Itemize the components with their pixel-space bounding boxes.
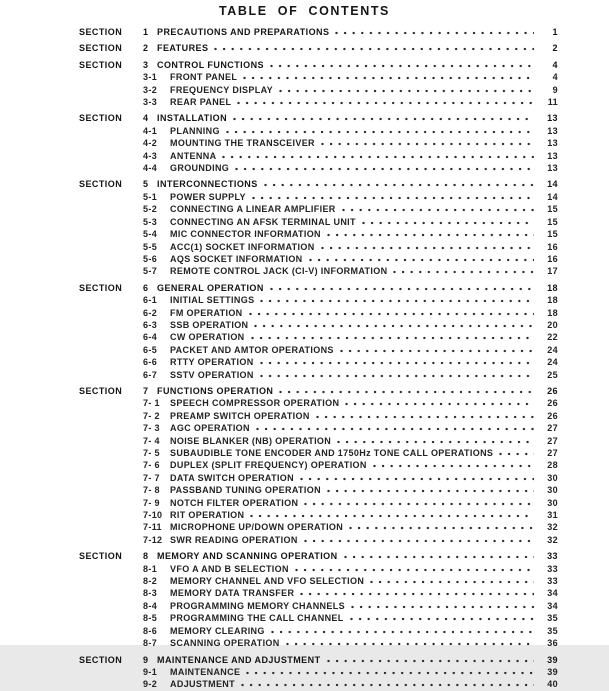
- subsection-number: 3-1: [143, 72, 158, 83]
- entry-title: MOUNTING THE TRANSCEIVER: [170, 138, 315, 149]
- subsection-number: 6-2: [143, 307, 158, 318]
- toc-group: [79, 112, 558, 174]
- toc-subsection-row: [79, 563, 558, 575]
- page-number: 18: [547, 282, 558, 293]
- dot-leader: [235, 162, 534, 171]
- toc-section-row: [79, 26, 558, 38]
- dot-leader: [241, 678, 534, 687]
- entry-title: PROGRAMMING THE CALL CHANNEL: [170, 613, 344, 624]
- subsection-number: 5-1: [143, 191, 158, 202]
- section-number: 2: [143, 43, 149, 54]
- page-number: 22: [547, 332, 558, 343]
- page-number: 26: [547, 385, 558, 396]
- toc-group: [79, 654, 558, 691]
- toc-subsection-row: [79, 497, 558, 509]
- dot-leader: [344, 550, 534, 559]
- toc-subsection-row: [79, 612, 558, 624]
- subsection-number: 6-5: [143, 344, 158, 355]
- page-number: 36: [547, 638, 558, 649]
- subsection-number: 7- 7: [143, 472, 160, 483]
- toc-subsection-row: [79, 435, 558, 447]
- section-number: 1: [143, 27, 149, 37]
- toc-list: [79, 26, 558, 691]
- dot-leader: [316, 410, 534, 419]
- toc-subsection-row: [79, 307, 558, 319]
- page-number: 24: [547, 357, 558, 368]
- dot-leader: [222, 150, 534, 159]
- toc-subsection-row: [79, 228, 558, 240]
- entry-title: SUBAUDIBLE TONE ENCODER AND 1750Hz TONE CALL OPERATIONS: [170, 448, 494, 458]
- section-label: SECTION: [79, 43, 123, 54]
- entry-title: RIT OPERATION: [170, 510, 245, 521]
- dot-leader: [252, 191, 534, 200]
- entry-title: GENERAL OPERATION: [157, 282, 264, 293]
- page-number: 33: [547, 551, 558, 562]
- dot-leader: [260, 369, 534, 378]
- toc-subsection-row: [79, 125, 558, 137]
- toc-subsection-row: [79, 625, 558, 637]
- dot-leader: [370, 575, 534, 584]
- page-number: 34: [547, 600, 558, 611]
- toc-subsection-row: [79, 484, 558, 496]
- dot-leader: [327, 484, 534, 493]
- entry-title: MIC CONNECTOR INFORMATION: [170, 229, 321, 240]
- page-number: 1: [552, 27, 558, 37]
- toc-section-row: [79, 42, 558, 54]
- page-title: TABLE OF CONTENTS: [219, 4, 390, 18]
- dot-leader: [337, 435, 534, 444]
- toc-group: [79, 178, 558, 277]
- section-number: 3: [143, 59, 149, 70]
- page-number: 30: [547, 472, 558, 483]
- entry-title: PLANNING: [170, 125, 220, 136]
- dot-leader: [351, 600, 534, 609]
- toc-group: [79, 59, 558, 109]
- subsection-number: 7- 6: [143, 460, 160, 471]
- toc-subsection-row: [79, 637, 558, 649]
- dot-leader: [300, 587, 534, 596]
- subsection-number: 5-2: [143, 204, 158, 215]
- subsection-number: 5-7: [143, 266, 158, 277]
- dot-leader: [270, 59, 534, 68]
- entry-title: NOTCH FILTER OPERATION: [170, 497, 299, 508]
- entry-title: ANTENNA: [170, 150, 217, 161]
- entry-title: DUPLEX (SPLIT FREQUENCY) OPERATION: [170, 460, 367, 471]
- dot-leader: [249, 307, 534, 316]
- subsection-number: 7- 8: [143, 485, 160, 496]
- entry-title: POWER SUPPLY: [170, 191, 246, 202]
- subsection-number: 7- 3: [143, 423, 160, 434]
- entry-title: INSTALLATION: [157, 113, 228, 124]
- subsection-number: 6-6: [143, 357, 158, 368]
- subsection-number: 7- 1: [143, 398, 160, 409]
- dot-leader: [321, 241, 534, 250]
- subsection-number: 7-10: [143, 510, 163, 521]
- toc-section-row: [79, 282, 558, 294]
- section-label: SECTION: [79, 385, 123, 396]
- subsection-number: 4-3: [143, 150, 158, 161]
- toc-subsection-row: [79, 410, 558, 422]
- dot-leader: [246, 666, 534, 675]
- entry-title: CONNECTING A LINEAR AMPLIFIER: [170, 204, 336, 215]
- entry-title: PRECAUTIONS AND PREPARATIONS: [157, 27, 330, 37]
- toc-subsection-row: [79, 331, 558, 343]
- toc-subsection-row: [79, 447, 558, 459]
- toc-subsection-row: [79, 162, 558, 174]
- page-number: 33: [547, 563, 558, 574]
- page-number: 40: [547, 679, 558, 690]
- dot-leader: [350, 612, 534, 621]
- dot-leader: [270, 282, 534, 291]
- entry-title: PACKET AND AMTOR OPERATIONS: [170, 344, 334, 355]
- subsection-number: 3-2: [143, 84, 158, 95]
- toc-subsection-row: [79, 575, 558, 587]
- section-label: SECTION: [79, 27, 123, 37]
- dot-leader: [279, 84, 534, 93]
- dot-leader: [304, 497, 534, 506]
- toc-subsection-row: [79, 678, 558, 690]
- page-number: 13: [547, 125, 558, 136]
- page-number: 2: [552, 43, 558, 54]
- page-number: 24: [547, 344, 558, 355]
- entry-title: MAINTENANCE AND ADJUSTMENT: [157, 654, 321, 665]
- dot-leader: [362, 216, 534, 225]
- toc-subsection-row: [79, 191, 558, 203]
- entry-title: MAINTENANCE: [170, 666, 241, 677]
- entry-title: AGC OPERATION: [170, 423, 250, 434]
- subsection-number: 3-3: [143, 97, 158, 108]
- subsection-number: 7- 9: [143, 497, 160, 508]
- subsection-number: 7-11: [143, 522, 162, 533]
- toc-group: [79, 42, 558, 54]
- page-number: 4: [552, 72, 558, 83]
- toc-subsection-row: [79, 600, 558, 612]
- section-label: SECTION: [79, 654, 123, 665]
- page-number: 25: [547, 369, 558, 380]
- toc-subsection-row: [79, 203, 558, 215]
- subsection-number: 8-7: [143, 638, 158, 649]
- page-number: 26: [547, 410, 558, 421]
- page-number: 32: [547, 534, 558, 545]
- section-number: 7: [143, 385, 149, 396]
- section-label: SECTION: [79, 59, 123, 70]
- page-number: 15: [547, 229, 558, 240]
- dot-leader: [254, 319, 534, 328]
- entry-title: FUNCTIONS OPERATION: [157, 385, 274, 396]
- toc-group: [79, 385, 558, 546]
- page-number: 39: [547, 666, 558, 677]
- entry-title: INITIAL SETTINGS: [170, 295, 255, 306]
- entry-title: RTTY OPERATION: [170, 357, 254, 368]
- toc-group: [79, 550, 558, 649]
- page-number: 33: [547, 576, 558, 587]
- subsection-number: 4-1: [143, 125, 158, 136]
- toc-subsection-row: [79, 344, 558, 356]
- page-number: 30: [547, 485, 558, 496]
- toc-section-row: [79, 385, 558, 397]
- page-number: 27: [547, 435, 558, 446]
- subsection-number: 5-5: [143, 241, 158, 252]
- dot-leader: [251, 331, 534, 340]
- toc-subsection-row: [79, 150, 558, 162]
- subsection-number: 7- 5: [143, 448, 160, 458]
- toc-subsection-row: [79, 265, 558, 277]
- entry-title: CONNECTING AN AFSK TERMINAL UNIT: [170, 216, 356, 227]
- entry-title: SWR READING OPERATION: [170, 534, 298, 545]
- subsection-number: 4-2: [143, 138, 158, 149]
- dot-leader: [345, 397, 534, 406]
- toc-subsection-row: [79, 241, 558, 253]
- page-number: 4: [552, 59, 558, 70]
- subsection-number: 6-4: [143, 332, 158, 343]
- dot-leader: [243, 71, 534, 80]
- entry-title: MEMORY AND SCANNING OPERATION: [157, 551, 338, 562]
- toc-subsection-row: [79, 71, 558, 83]
- entry-title: ACC(1) SOCKET INFORMATION: [170, 241, 315, 252]
- toc-subsection-row: [79, 253, 558, 265]
- subsection-number: 5-4: [143, 229, 158, 240]
- entry-title: MEMORY CHANNEL AND VFO SELECTION: [170, 576, 365, 587]
- dot-leader: [373, 459, 534, 468]
- toc-group: [79, 282, 558, 381]
- page-number: 34: [547, 588, 558, 599]
- section-label: SECTION: [79, 179, 123, 190]
- page-number: 39: [547, 654, 558, 665]
- page-number: 14: [547, 191, 558, 202]
- toc-group: [79, 26, 558, 38]
- toc-subsection-row: [79, 534, 558, 546]
- entry-title: SSB OPERATION: [170, 319, 249, 330]
- entry-title: GROUNDING: [170, 163, 230, 174]
- entry-title: VFO A AND B SELECTION: [170, 563, 289, 574]
- dot-leader: [349, 521, 534, 530]
- subsection-number: 9-1: [143, 666, 158, 677]
- dot-leader: [256, 422, 534, 431]
- dot-leader: [295, 563, 534, 572]
- entry-title: ADJUSTMENT: [170, 679, 236, 690]
- toc-section-row: [79, 59, 558, 71]
- subsection-number: 8-6: [143, 625, 158, 636]
- toc-subsection-row: [79, 397, 558, 409]
- subsection-number: 8-5: [143, 613, 158, 624]
- entry-title: PREAMP SWITCH OPERATION: [170, 410, 310, 421]
- entry-title: PROGRAMMING MEMORY CHANNELS: [170, 600, 345, 611]
- subsection-number: 5-6: [143, 253, 158, 264]
- entry-title: SCANNING OPERATION: [170, 638, 280, 649]
- page-number: 26: [547, 398, 558, 409]
- toc-subsection-row: [79, 137, 558, 149]
- dot-leader: [304, 534, 534, 543]
- dot-leader: [335, 26, 534, 35]
- toc-section-row: [79, 550, 558, 562]
- subsection-number: 7-12: [143, 534, 163, 545]
- entry-title: FREQUENCY DISPLAY: [170, 84, 273, 95]
- entry-title: MEMORY DATA TRANSFER: [170, 588, 295, 599]
- dot-leader: [233, 112, 534, 121]
- page-number: 13: [547, 163, 558, 174]
- subsection-number: 8-2: [143, 576, 158, 587]
- section-label: SECTION: [79, 113, 123, 124]
- entry-title: NOISE BLANKER (NB) OPERATION: [170, 435, 332, 446]
- page-number: 9: [552, 84, 558, 95]
- entry-title: REAR PANEL: [170, 97, 232, 108]
- dot-leader: [260, 294, 534, 303]
- entry-title: SSTV OPERATION: [170, 369, 254, 380]
- toc-subsection-row: [79, 294, 558, 306]
- page-number: 35: [547, 625, 558, 636]
- subsection-number: 5-3: [143, 216, 158, 227]
- page-number: 14: [547, 179, 558, 190]
- dot-leader: [327, 654, 534, 663]
- dot-leader: [237, 96, 534, 105]
- subsection-number: 7- 2: [143, 410, 160, 421]
- section-number: 9: [143, 654, 149, 665]
- page-number: 15: [547, 204, 558, 215]
- entry-title: FRONT PANEL: [170, 72, 238, 83]
- dot-leader: [309, 253, 534, 262]
- subsection-number: 8-1: [143, 563, 158, 574]
- subsection-number: 9-2: [143, 679, 158, 690]
- section-label: SECTION: [79, 551, 123, 562]
- page-number: 11: [547, 97, 558, 108]
- subsection-number: 8-3: [143, 588, 158, 599]
- dot-leader: [321, 137, 534, 146]
- page-number: 31: [547, 510, 558, 521]
- page-number: 35: [547, 613, 558, 624]
- toc-subsection-row: [79, 319, 558, 331]
- entry-title: PASSBAND TUNING OPERATION: [170, 485, 321, 496]
- toc-subsection-row: [79, 521, 558, 533]
- page-number: 15: [547, 216, 558, 227]
- dot-leader: [214, 42, 534, 51]
- dot-leader: [393, 265, 534, 274]
- toc-subsection-row: [79, 216, 558, 228]
- page-number: 17: [547, 266, 558, 277]
- page-number: 27: [547, 423, 558, 434]
- toc-subsection-row: [79, 666, 558, 678]
- toc-section-row: [79, 112, 558, 124]
- subsection-number: 8-4: [143, 600, 158, 611]
- dot-leader: [260, 356, 534, 365]
- toc-subsection-row: [79, 459, 558, 471]
- page-number: 13: [547, 150, 558, 161]
- page-number: 28: [547, 460, 558, 471]
- toc-subsection-row: [79, 422, 558, 434]
- dot-leader: [327, 228, 534, 237]
- page-number: 27: [547, 448, 558, 458]
- section-number: 4: [143, 113, 149, 124]
- dot-leader: [499, 447, 534, 456]
- subsection-number: 6-7: [143, 369, 158, 380]
- section-number: 5: [143, 179, 149, 190]
- page-number: 30: [547, 497, 558, 508]
- entry-title: CONTROL FUNCTIONS: [157, 59, 264, 70]
- entry-title: FM OPERATION: [170, 307, 243, 318]
- entry-title: REMOTE CONTROL JACK (CI-V) INFORMATION: [170, 266, 388, 277]
- entry-title: FEATURES: [157, 43, 209, 54]
- toc-subsection-row: [79, 356, 558, 368]
- subsection-number: 4-4: [143, 163, 158, 174]
- toc-section-row: [79, 654, 558, 666]
- entry-title: AQS SOCKET INFORMATION: [170, 253, 303, 264]
- page-number: 16: [547, 253, 558, 264]
- page-number: 13: [547, 138, 558, 149]
- dot-leader: [342, 203, 534, 212]
- entry-title: INTERCONNECTIONS: [157, 179, 258, 190]
- section-label: SECTION: [79, 282, 123, 293]
- dot-leader: [340, 344, 534, 353]
- dot-leader: [250, 509, 534, 518]
- toc-subsection-row: [79, 96, 558, 108]
- toc-subsection-row: [79, 509, 558, 521]
- section-number: 6: [143, 282, 149, 293]
- page-number: 16: [547, 241, 558, 252]
- subsection-number: 7- 4: [143, 435, 160, 446]
- toc-subsection-row: [79, 369, 558, 381]
- entry-title: MEMORY CLEARING: [170, 625, 265, 636]
- entry-title: SPEECH COMPRESSOR OPERATION: [170, 398, 340, 409]
- section-number: 8: [143, 551, 149, 562]
- toc-section-row: [79, 178, 558, 190]
- dot-leader: [226, 125, 534, 134]
- page-number: 20: [547, 319, 558, 330]
- page-number: 18: [547, 295, 558, 306]
- page-number: 32: [547, 522, 558, 533]
- page-number: 18: [547, 307, 558, 318]
- dot-leader: [264, 178, 534, 187]
- toc-subsection-row: [79, 472, 558, 484]
- toc-subsection-row: [79, 587, 558, 599]
- entry-title: DATA SWITCH OPERATION: [170, 472, 295, 483]
- page-number: 13: [547, 113, 558, 124]
- entry-title: MICROPHONE UP/DOWN OPERATION: [170, 522, 344, 533]
- entry-title: CW OPERATION: [170, 332, 245, 343]
- dot-leader: [279, 385, 534, 394]
- dot-leader: [286, 637, 534, 646]
- subsection-number: 6-3: [143, 319, 158, 330]
- subsection-number: 6-1: [143, 295, 158, 306]
- toc-subsection-row: [79, 84, 558, 96]
- dot-leader: [300, 472, 534, 481]
- dot-leader: [271, 625, 534, 634]
